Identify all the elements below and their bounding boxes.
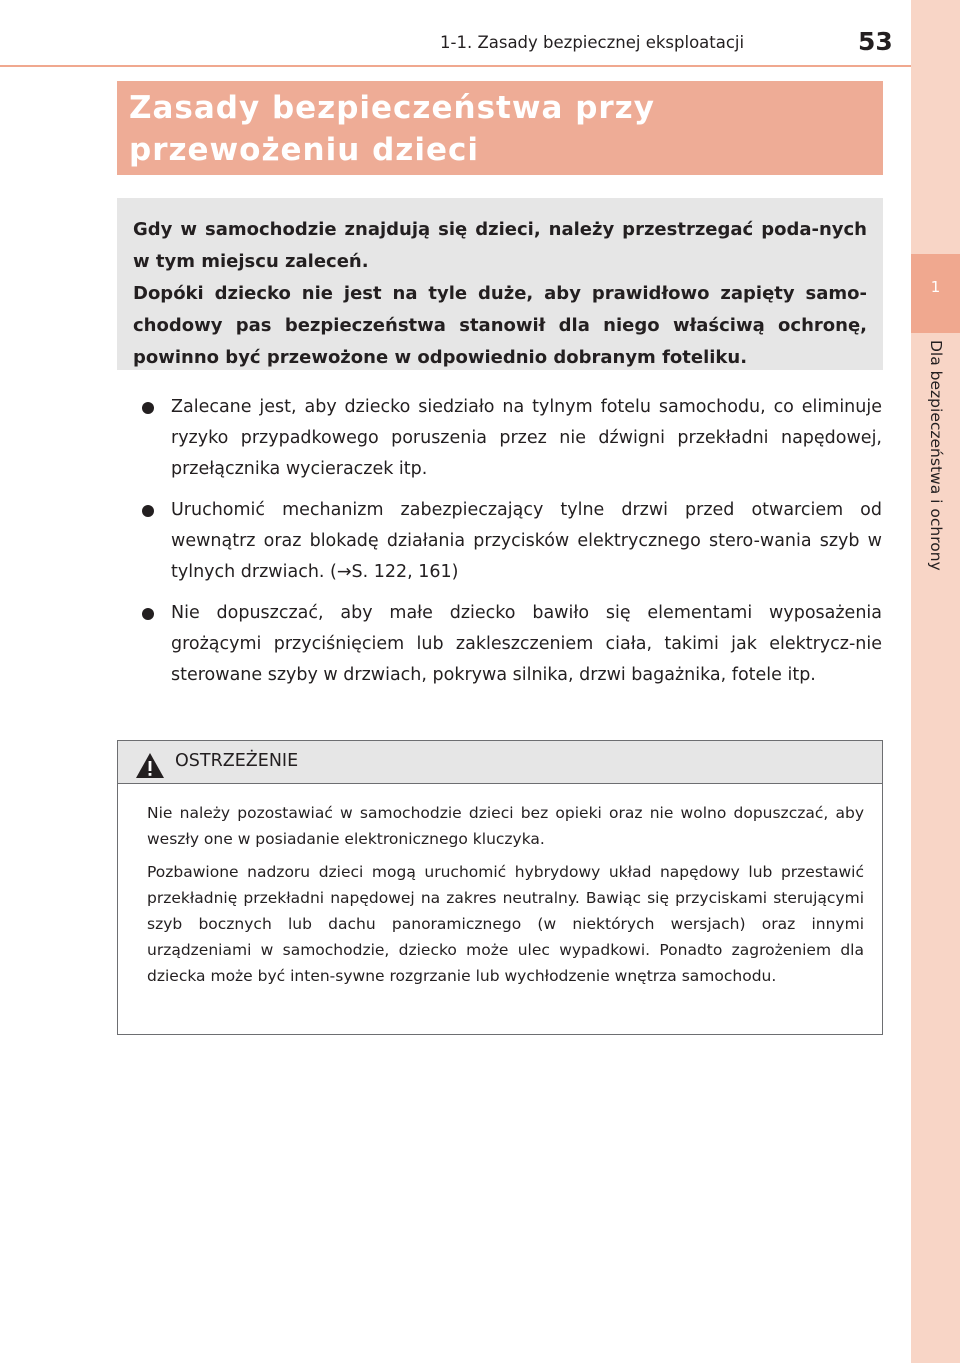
page-number: 53 xyxy=(858,27,893,56)
warning-box xyxy=(117,740,883,1035)
intro-box xyxy=(117,198,883,370)
bullet-dot-icon xyxy=(142,505,154,517)
warning-paragraph-2: Pozbawione nadzoru dzieci mogą uruchomić hybrydowy układ napędowy lub przestawić przekładnię przekładni napędowej na zakres neutralny. Bawiąc się przyciskami sterującymi szyb bocznych lub dachu panoramicznego (w niektórych wersjach) oraz innymi urządzeniami w samochodzie, dziecko może ulec wypadkowi. Ponadto zagrożeniem dla dziecka może być inten-sywne rozgrzanie lub wychłodzenie wnętrza samochodu. xyxy=(147,863,864,985)
warning-header xyxy=(118,741,882,784)
warning-label: OSTRZEŻENIE xyxy=(175,751,299,771)
bullet-text: Nie dopuszczać, aby małe dziecko bawiło się elementami wyposażenia grożącymi przyciśnięciem lub zakleszczeniem ciała, takimi jak elektrycz-nie sterowane szyby w drzwiach, pokrywa silnika, drzwi bagażnika, fotele itp. xyxy=(171,603,882,685)
bullet-list xyxy=(130,392,882,701)
list-item xyxy=(130,598,882,691)
chapter-number: 1 xyxy=(930,278,941,296)
warning-paragraph-1: Nie należy pozostawiać w samochodzie dzieci bez opieki oraz nie wolno dopuszczać, aby weszły one w posiadanie elektronicznego kluczyka. xyxy=(147,804,864,848)
bullet-text: Uruchomić mechanizm zabezpieczający tylne drzwi przed otwarciem od wewnątrz oraz blokadę działania przycisków elektrycznego stero-wania szyb w tylnych drzwiach. (→S. 122, 161) xyxy=(171,500,882,582)
list-item xyxy=(130,392,882,485)
intro-paragraph-1: Gdy w samochodzie znajdują się dzieci, należy przestrzegać poda-nych w tym miejscu zaleceń. xyxy=(133,219,867,272)
chapter-side-tab xyxy=(911,0,960,1363)
title-banner xyxy=(117,81,883,175)
list-item xyxy=(130,495,882,588)
warning-triangle-icon xyxy=(135,752,165,779)
section-header: 1-1. Zasady bezpiecznej eksploatacji xyxy=(440,33,745,52)
warning-body xyxy=(118,784,882,989)
intro-paragraph-2: Dopóki dziecko nie jest na tyle duże, aby prawidłowo zapięty samo-chodowy pas bezpieczeństwa stanowił dla niego właściwą ochronę, powinno być przewożone w odpowiednio dobranym foteliku. xyxy=(133,283,867,368)
bullet-text: Zalecane jest, aby dziecko siedziało na tylnym fotelu samochodu, co eliminuje ryzyko przypadkowego poruszenia przez nie dźwigni przekładni napędowej, przełącznika wycieraczek itp. xyxy=(171,397,882,479)
header-rule xyxy=(0,65,911,67)
bullet-dot-icon xyxy=(142,402,154,414)
bullet-dot-icon xyxy=(142,608,154,620)
page-title: Zasady bezpieczeństwa przy przewożeniu dzieci xyxy=(129,90,655,168)
chapter-title: Dla bezpieczeństwa i ochrony xyxy=(927,340,945,571)
